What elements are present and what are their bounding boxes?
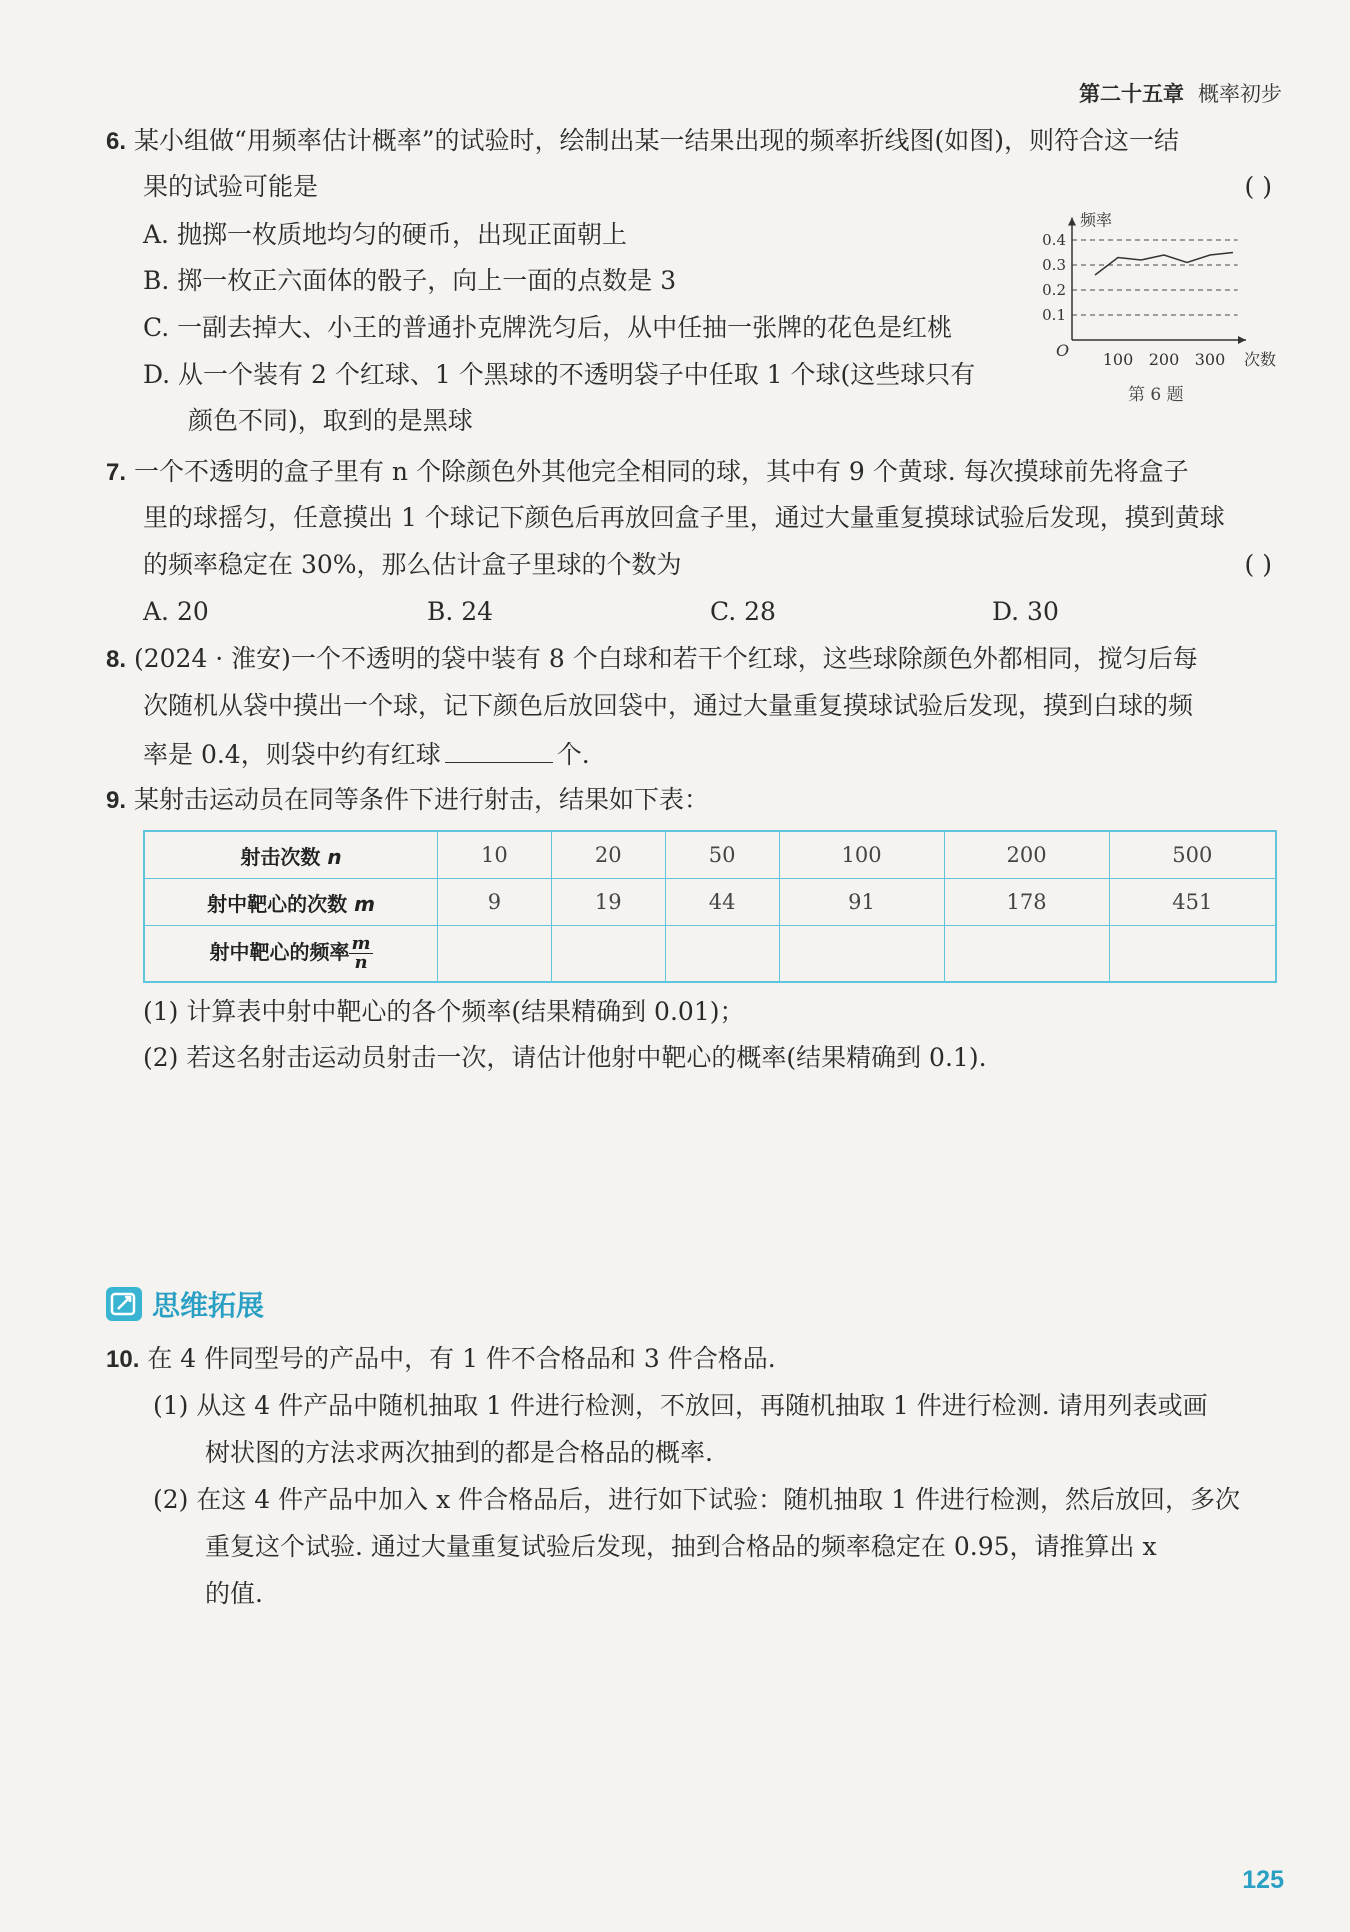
x-tick-label: 200 — [1148, 350, 1180, 369]
table-answer-cell[interactable] — [944, 926, 1109, 982]
table-cell: 20 — [551, 831, 665, 879]
frac-denominator: n — [354, 951, 368, 973]
page-number: 125 — [1242, 1866, 1284, 1894]
table-answer-cell[interactable] — [1109, 926, 1276, 982]
row-label-hits: 射中靶心的次数 — [207, 891, 348, 916]
q7-text-line1: 一个不透明的盒子里有 n 个除颜色外其他完全相同的球，其中有 9 个黄球. 每次摸球前先将盒子 — [133, 457, 1189, 486]
q8-number: 8. — [106, 646, 127, 673]
q8-text-line3a: 率是 0.4，则袋中约有红球 — [143, 740, 441, 769]
q8-text-line3b: 个. — [556, 740, 590, 769]
y-tick-label: 0.4 — [1042, 231, 1066, 249]
table-cell: 9 — [438, 879, 552, 926]
var-n: n — [327, 844, 342, 869]
x-tick-label: 300 — [1194, 350, 1226, 369]
q7-option-a: A. 20 — [143, 597, 209, 626]
x-axis-label: 次数 — [1244, 350, 1277, 369]
table-cell: 451 — [1109, 879, 1276, 926]
q10-line1 — [106, 1344, 776, 1375]
table-cell: 50 — [665, 831, 779, 879]
q8-text-line2: 次随机从袋中摸出一个球，记下颜色后放回袋中，通过大量重复摸球试验后发现，摸到白球的频 — [143, 691, 1194, 720]
fraction-m-over-n — [349, 932, 372, 973]
q7-text-line3: 的频率稳定在 30%，那么估计盒子里球的个数为 — [143, 550, 682, 579]
table-answer-cell[interactable] — [551, 926, 665, 982]
table-answer-cell[interactable] — [779, 926, 944, 982]
y-tick-label: 0.3 — [1042, 256, 1066, 274]
table-cell: 500 — [1109, 831, 1276, 879]
x-tick-label: 100 — [1102, 350, 1134, 369]
table-cell: 44 — [665, 879, 779, 926]
table-answer-cell[interactable] — [438, 926, 552, 982]
q10-sub2-line3: 的值. — [205, 1579, 263, 1608]
section-heading — [106, 1284, 264, 1324]
q9-sub2: (2) 若这名射击运动员射击一次，请估计他射中靶心的概率(结果精确到 0.1). — [143, 1043, 987, 1072]
q10-sub2-line2: 重复这个试验. 通过大量重复试验后发现，抽到合格品的频率稳定在 0.95，请推算出 x — [205, 1532, 1157, 1561]
frequency-line-chart — [1020, 210, 1290, 380]
q6-option-a: A. 抛掷一枚质地均匀的硬币，出现正面朝上 — [143, 220, 627, 249]
frac-numerator: m — [351, 932, 371, 954]
table-row-hits — [144, 879, 1276, 926]
q6-answer-paren: ( ) — [1244, 172, 1272, 201]
q6-text-line1: 某小组做“用频率估计概率”的试验时，绘制出某一结果出现的频率折线图(如图)，则符合这一结 — [133, 126, 1180, 155]
q8-answer-blank[interactable] — [445, 738, 553, 763]
row-header-frequency — [144, 926, 438, 982]
q10-sub2-line1: (2) 在这 4 件产品中加入 x 件合格品后，进行如下试验：随机抽取 1 件进行检测，然后放回，多次 — [153, 1485, 1240, 1514]
y-tick-label: 0.1 — [1042, 306, 1066, 324]
y-axis-arrow — [1068, 218, 1076, 226]
q10-text-line1: 在 4 件同型号的产品中，有 1 件不合格品和 3 件合格品. — [147, 1344, 776, 1373]
q7-text-line2: 里的球摇匀，任意摸出 1 个球记下颜色后再放回盒子里，通过大量重复摸球试验后发现，摸到黄球 — [143, 503, 1225, 532]
section-title: 思维拓展 — [152, 1289, 265, 1322]
q9-line1 — [106, 785, 709, 816]
q7-option-c: C. 28 — [710, 597, 776, 626]
chapter-title: 第二十五章 — [1079, 82, 1184, 106]
q6-option-d: D. 从一个装有 2 个红球、1 个黑球的不透明袋子中任取 1 个球(这些球只有 — [143, 360, 976, 389]
q7-number: 7. — [106, 459, 127, 486]
y-axis-label: 频率 — [1080, 210, 1113, 230]
shooting-results-table — [143, 830, 1277, 983]
table-cell: 200 — [944, 831, 1109, 879]
row-header-hits — [144, 879, 438, 926]
q6-option-c: C. 一副去掉大、小王的普通扑克牌洗匀后，从中任抽一张牌的花色是红桃 — [143, 313, 953, 342]
var-m: m — [354, 891, 375, 916]
q6-option-b: B. 掷一枚正六面体的骰子，向上一面的点数是 3 — [143, 266, 677, 295]
q7-option-d: D. 30 — [992, 597, 1059, 626]
row-header-shots — [144, 831, 438, 879]
figure-caption: 第 6 题 — [1128, 385, 1184, 405]
y-tick-label: 0.2 — [1042, 281, 1066, 299]
thinking-expansion-icon — [106, 1287, 142, 1321]
q6-number: 6. — [106, 128, 127, 155]
q9-text-line1: 某射击运动员在同等条件下进行射击，结果如下表： — [133, 785, 709, 814]
q6-option-d-cont: 颜色不同)，取到的是黑球 — [188, 406, 473, 435]
chapter-subtitle: 概率初步 — [1198, 82, 1282, 106]
table-cell: 100 — [779, 831, 944, 879]
table-row-shots — [144, 831, 1276, 879]
table-row-frequency — [144, 926, 1276, 982]
q10-sub1-line1: (1) 从这 4 件产品中随机抽取 1 件进行检测，不放回，再随机抽取 1 件进行检测. 请用列表或画 — [153, 1391, 1208, 1420]
q8-text-line1: (2024 · 淮安)一个不透明的袋中装有 8 个白球和若干个红球，这些球除颜色外都相同，搅匀后每 — [133, 644, 1198, 673]
q8-line1 — [106, 644, 1198, 675]
frequency-series-line — [1095, 253, 1233, 276]
table-answer-cell[interactable] — [665, 926, 779, 982]
page-header — [1079, 78, 1282, 108]
table-cell: 178 — [944, 879, 1109, 926]
q10-sub1-line2: 树状图的方法求两次抽到的都是合格品的概率. — [205, 1438, 713, 1467]
q9-number: 9. — [106, 787, 127, 814]
q6-text-line2: 果的试验可能是 — [143, 172, 319, 201]
x-axis-arrow — [1238, 336, 1246, 344]
row-label-frequency: 射中靶心的频率 — [209, 939, 350, 964]
q10-number: 10. — [106, 1346, 140, 1373]
q6-line1 — [106, 126, 1179, 157]
q7-answer-paren: ( ) — [1244, 550, 1272, 579]
q7-line1 — [106, 457, 1189, 488]
table-cell: 19 — [551, 879, 665, 926]
q7-option-b: B. 24 — [427, 597, 494, 626]
q9-sub1: (1) 计算表中射中靶心的各个频率(结果精确到 0.01)； — [143, 997, 745, 1026]
origin-label: O — [1056, 341, 1070, 360]
table-cell: 91 — [779, 879, 944, 926]
q8-text-line3 — [143, 738, 590, 770]
row-label-shots: 射击次数 — [240, 844, 321, 869]
table-cell: 10 — [438, 831, 552, 879]
